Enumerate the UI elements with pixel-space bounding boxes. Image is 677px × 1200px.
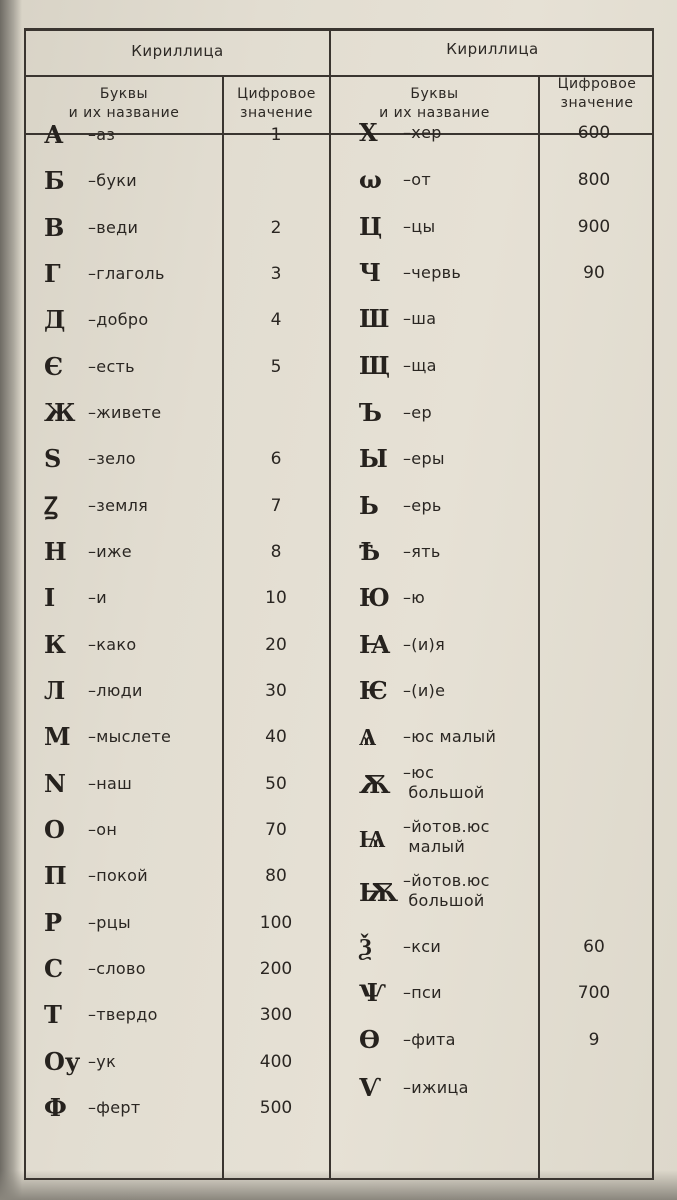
table-row (26, 997, 329, 1033)
letter-glyph: А (44, 120, 64, 149)
table-row (331, 929, 654, 965)
letter-name: –мыслете (88, 727, 172, 746)
table-row (331, 115, 654, 151)
letter-name: –хер (403, 123, 442, 142)
numeric-value: 9 (588, 1030, 600, 1050)
letter-glyph: Щ (359, 351, 391, 380)
left-title: Кириллица (131, 42, 224, 60)
table-row (331, 209, 654, 245)
numeric-value: 30 (265, 681, 287, 701)
letter-name: –пси (403, 983, 442, 1002)
numeric-value: 5 (270, 357, 282, 377)
table-row (331, 301, 654, 337)
left-col-value-header: Цифровое значение (237, 86, 316, 121)
table-row (26, 627, 329, 663)
letter-name: –живете (88, 403, 162, 422)
letter-glyph: Ф (44, 1093, 67, 1122)
letter-glyph: Т (44, 1000, 62, 1029)
numeric-value: 50 (265, 774, 287, 794)
table-row (331, 817, 654, 857)
letter-name: –аз (88, 125, 116, 144)
letter-glyph: Ѧ (359, 722, 377, 751)
right-col-value-header: Цифровое значение (557, 76, 637, 111)
letter-glyph: Г (44, 259, 61, 288)
letter-glyph: Ꙁ (44, 491, 58, 520)
letter-name: –покой (88, 866, 148, 885)
table-row (26, 673, 329, 709)
letter-name: –ук (88, 1052, 117, 1071)
table-row (331, 441, 654, 477)
table-row (26, 163, 329, 199)
numeric-value: 8 (270, 542, 282, 562)
numeric-value: 500 (259, 1098, 293, 1118)
letter-glyph: Ч (359, 258, 381, 287)
table-row (331, 871, 654, 911)
numeric-value: 90 (583, 263, 605, 283)
numeric-value: 600 (577, 123, 611, 143)
table-row (331, 348, 654, 384)
right-title: Кириллица (446, 40, 539, 58)
letter-name: –червь (403, 263, 462, 282)
letter-name: –ю (403, 588, 426, 607)
table-row (26, 534, 329, 570)
letter-name: –цы (403, 217, 436, 236)
letter-name: –наш (88, 774, 133, 793)
numeric-value: 3 (270, 264, 282, 284)
numeric-value: 400 (259, 1052, 293, 1072)
table-row (26, 812, 329, 848)
table-row (26, 580, 329, 616)
letter-glyph: S (44, 444, 62, 473)
table-row (331, 975, 654, 1011)
table-row (331, 580, 654, 616)
letter-glyph: Ꙗ (359, 630, 390, 659)
letter-glyph: Ъ (359, 398, 382, 427)
letter-name: –земля (88, 496, 149, 515)
letter-glyph: П (44, 861, 67, 890)
letter-glyph: Н (44, 537, 67, 566)
numeric-value: 80 (265, 866, 287, 886)
letter-glyph: N (44, 769, 66, 798)
table-row (26, 210, 329, 246)
letter-glyph: С (44, 954, 64, 983)
table-row (26, 349, 329, 385)
letter-glyph: Ѳ (359, 1025, 380, 1054)
letter-glyph: Ш (359, 304, 390, 333)
letter-glyph: Ж (44, 398, 76, 427)
cyrillic-table (24, 28, 654, 1180)
letter-name: –йотов.юс малый (403, 817, 490, 856)
numeric-value: 40 (265, 727, 287, 747)
letter-glyph: Р (44, 908, 63, 937)
letter-glyph: Ѯ (359, 932, 372, 961)
letter-name: –фита (403, 1030, 456, 1049)
letter-name: –он (88, 820, 118, 839)
letter-name: –кси (403, 937, 442, 956)
numeric-value: 900 (577, 217, 611, 237)
letter-name: –ферт (88, 1098, 141, 1117)
letter-name: –ять (403, 542, 441, 561)
letter-name: –йотов.юс большой (403, 871, 490, 910)
letter-glyph: М (44, 722, 71, 751)
letter-glyph: Ѱ (359, 978, 386, 1007)
letter-glyph: І (44, 583, 56, 612)
letter-glyph: Ы (359, 444, 388, 473)
table-row (331, 162, 654, 198)
letter-glyph: Ѩ (359, 824, 386, 853)
letter-glyph: О (44, 815, 65, 844)
letter-glyph: Ѫ (359, 770, 391, 799)
letter-glyph: ω (359, 165, 382, 194)
letter-name: –буки (88, 171, 137, 190)
table-row (331, 763, 654, 803)
letter-name: –и (88, 588, 107, 607)
letter-name: –(и)я (403, 635, 446, 654)
right-col-letters-header: Буквы и их название (379, 86, 490, 121)
numeric-value: 7 (270, 496, 282, 516)
table-row (26, 905, 329, 941)
table-row (26, 488, 329, 524)
table-row (331, 1070, 654, 1106)
table-row (26, 766, 329, 802)
letter-name: –юс малый (403, 727, 497, 746)
table-row (331, 673, 654, 709)
page-shadow-left (0, 0, 22, 1200)
numeric-value: 70 (265, 820, 287, 840)
table-row (331, 255, 654, 291)
numeric-value: 60 (583, 937, 605, 957)
letter-glyph: Л (44, 676, 66, 705)
letter-name: –иже (88, 542, 132, 561)
letter-name: –рцы (88, 913, 131, 932)
letter-name: –зело (88, 449, 136, 468)
letter-name: –люди (88, 681, 143, 700)
letter-name: –есть (88, 357, 135, 376)
table-row (26, 117, 329, 153)
letter-glyph: Ѭ (359, 878, 399, 907)
letter-glyph: Ѣ (359, 537, 381, 566)
table-row (26, 951, 329, 987)
letter-name: –ща (403, 356, 437, 375)
numeric-value: 10 (265, 588, 287, 608)
letter-name: –ерь (403, 496, 442, 515)
table-row (26, 395, 329, 431)
letter-name: –еры (403, 449, 445, 468)
table-row (331, 1022, 654, 1058)
letter-name: –добро (88, 310, 149, 329)
letter-glyph: Ц (359, 212, 383, 241)
letter-glyph: Ѥ (359, 676, 388, 705)
letter-name: –ер (403, 403, 432, 422)
numeric-value: 800 (577, 170, 611, 190)
numeric-value: 2 (270, 218, 282, 238)
letter-name: –ша (403, 309, 437, 328)
table-row (26, 441, 329, 477)
numeric-value: 4 (270, 310, 282, 330)
letter-glyph: Б (44, 166, 65, 195)
letter-glyph: Д (44, 305, 66, 334)
letter-glyph: В (44, 213, 65, 242)
table-row (26, 1044, 329, 1080)
table-row (331, 719, 654, 755)
letter-glyph: Є (44, 352, 64, 381)
letter-glyph: Ѵ (359, 1073, 381, 1102)
table-row (331, 395, 654, 431)
left-col-letters-header: Буквы и их название (68, 86, 180, 121)
letter-glyph: Ь (359, 491, 379, 520)
letter-glyph: Ю (359, 583, 390, 612)
letter-name: –(и)е (403, 681, 446, 700)
numeric-value: 300 (259, 1005, 293, 1025)
letter-name: –от (403, 170, 432, 189)
letter-name: –веди (88, 218, 139, 237)
letter-name: –како (88, 635, 137, 654)
letter-name: –ижица (403, 1078, 469, 1097)
table-row (26, 256, 329, 292)
letter-glyph: Оу (44, 1047, 81, 1076)
letter-glyph: Х (359, 118, 378, 147)
letter-name: –глаголь (88, 264, 165, 283)
table-row (26, 858, 329, 894)
table-row (26, 719, 329, 755)
table-row (331, 627, 654, 663)
table-row (331, 534, 654, 570)
table-row (26, 1090, 329, 1126)
numeric-value: 1 (270, 125, 282, 145)
numeric-value: 200 (259, 959, 293, 979)
numeric-value: 20 (265, 635, 287, 655)
letter-name: –юс большой (403, 763, 485, 802)
table-row (26, 302, 329, 338)
numeric-value: 700 (577, 983, 611, 1003)
numeric-value: 100 (259, 913, 293, 933)
numeric-value: 6 (270, 449, 282, 469)
letter-name: –твердо (88, 1005, 158, 1024)
table-row (331, 488, 654, 524)
letter-name: –слово (88, 959, 146, 978)
letter-glyph: К (44, 630, 66, 659)
